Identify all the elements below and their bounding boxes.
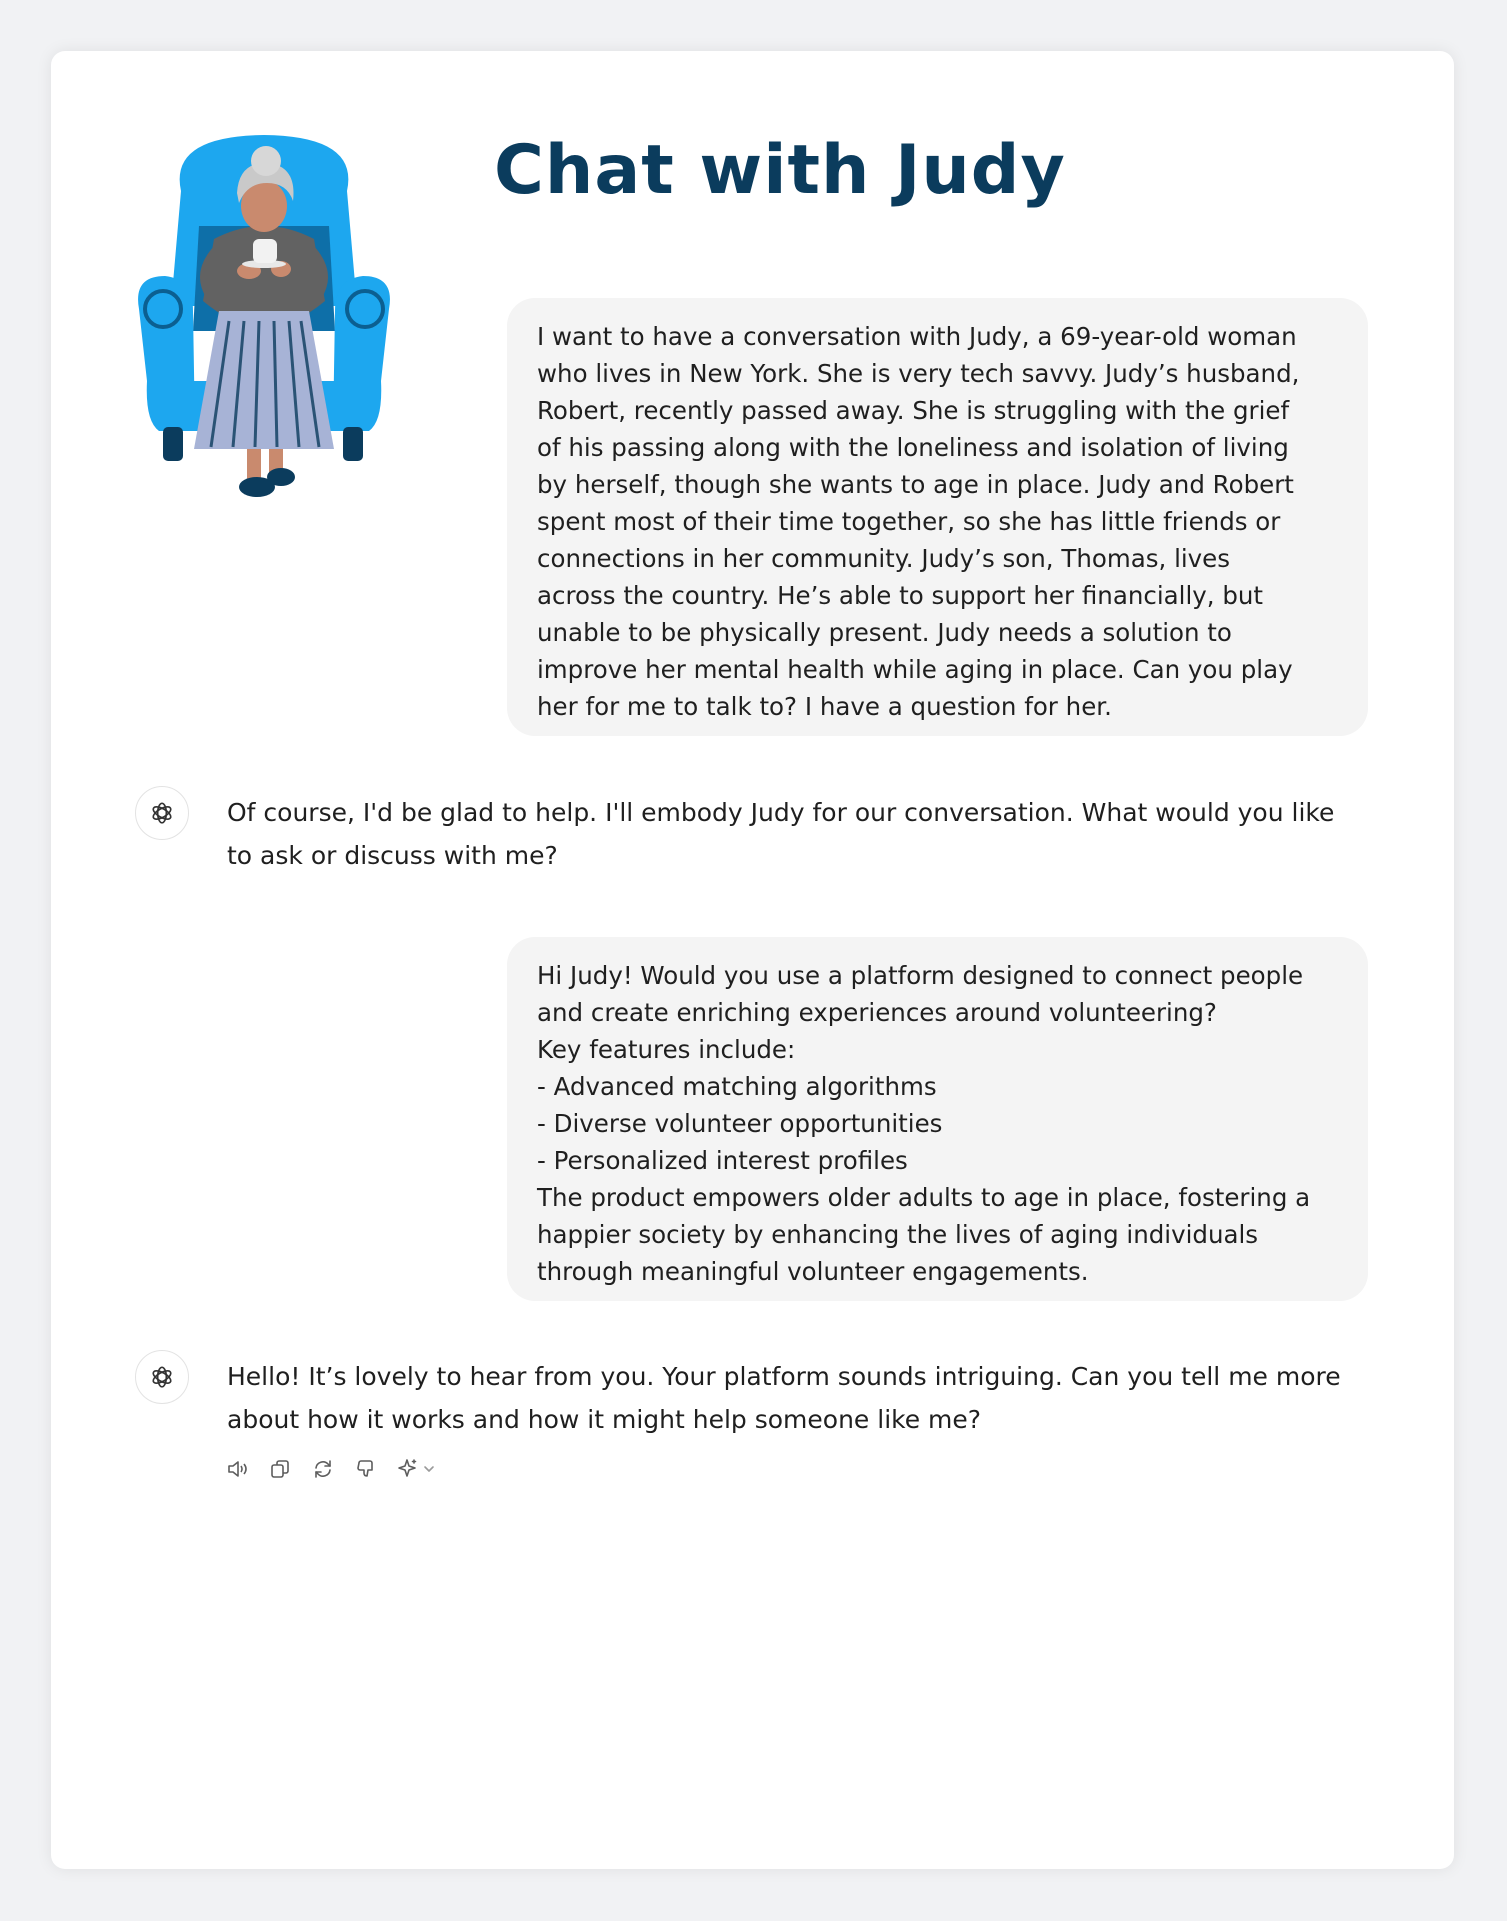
page-title: Chat with Judy	[494, 131, 1066, 210]
message-line: unable to be physically present. Judy needs a solution to	[537, 618, 1232, 647]
message-line: and create enriching experiences around volunteering?	[537, 998, 1217, 1027]
message-line: Key features include:	[537, 1035, 796, 1064]
message-line: across the country. He’s able to support her financially, but	[537, 581, 1264, 610]
regenerate-button[interactable]	[307, 1453, 339, 1485]
message-line: spent most of their time together, so she has little friends or	[537, 507, 1281, 536]
user-message	[507, 298, 1368, 736]
thumbs-down-button[interactable]	[350, 1453, 382, 1485]
assistant-message	[227, 791, 1377, 877]
message-line: - Advanced matching algorithms	[537, 1072, 937, 1101]
message-line: her for me to talk to? I have a question for her.	[537, 692, 1112, 721]
message-line: about how it works and how it might help someone like me?	[227, 1405, 982, 1434]
speaker-icon	[225, 1457, 249, 1481]
message-line: - Personalized interest profiles	[537, 1146, 908, 1175]
chat-card	[51, 51, 1454, 1869]
message-line: The product empowers older adults to age in place, fostering a	[537, 1183, 1311, 1212]
message-line: Robert, recently passed away. She is struggling with the grief	[537, 396, 1290, 425]
message-line: by herself, though she wants to age in place. Judy and Robert	[537, 470, 1294, 499]
copy-icon	[268, 1457, 292, 1481]
message-line: connections in her community. Judy’s son, Thomas, lives	[537, 544, 1231, 573]
message-line: who lives in New York. She is very tech savvy. Judy’s husband,	[537, 359, 1300, 388]
message-line: Of course, I'd be glad to help. I'll embody Judy for our conversation. What would you like	[227, 798, 1335, 827]
message-line: Hi Judy! Would you use a platform designed to connect people	[537, 961, 1304, 990]
assistant-avatar	[135, 1350, 189, 1404]
user-message	[507, 937, 1368, 1301]
assistant-message	[227, 1355, 1377, 1441]
message-line: - Diverse volunteer opportunities	[537, 1109, 943, 1138]
elderly-woman-in-armchair-illustration	[129, 131, 399, 511]
assistant-avatar	[135, 786, 189, 840]
message-line: I want to have a conversation with Judy, a 69-year-old woman	[537, 322, 1297, 351]
message-line: improve her mental health while aging in place. Can you play	[537, 655, 1293, 684]
thumbs-down-icon	[354, 1457, 378, 1481]
sparkle-dropdown-icon	[395, 1457, 439, 1481]
message-actions	[221, 1453, 441, 1485]
message-line: Hello! It’s lovely to hear from you. Your platform sounds intriguing. Can you tell me more	[227, 1362, 1341, 1391]
message-line: happier society by enhancing the lives of aging individuals	[537, 1220, 1259, 1249]
assistant-logo-icon	[149, 1364, 175, 1390]
copy-button[interactable]	[264, 1453, 296, 1485]
read-aloud-button[interactable]	[221, 1453, 253, 1485]
assistant-logo-icon	[149, 800, 175, 826]
message-line: of his passing along with the loneliness and isolation of living	[537, 433, 1289, 462]
message-line: through meaningful volunteer engagements.	[537, 1257, 1089, 1286]
message-line: to ask or discuss with me?	[227, 841, 558, 870]
regenerate-icon	[311, 1457, 335, 1481]
model-switch-button[interactable]	[393, 1453, 441, 1485]
